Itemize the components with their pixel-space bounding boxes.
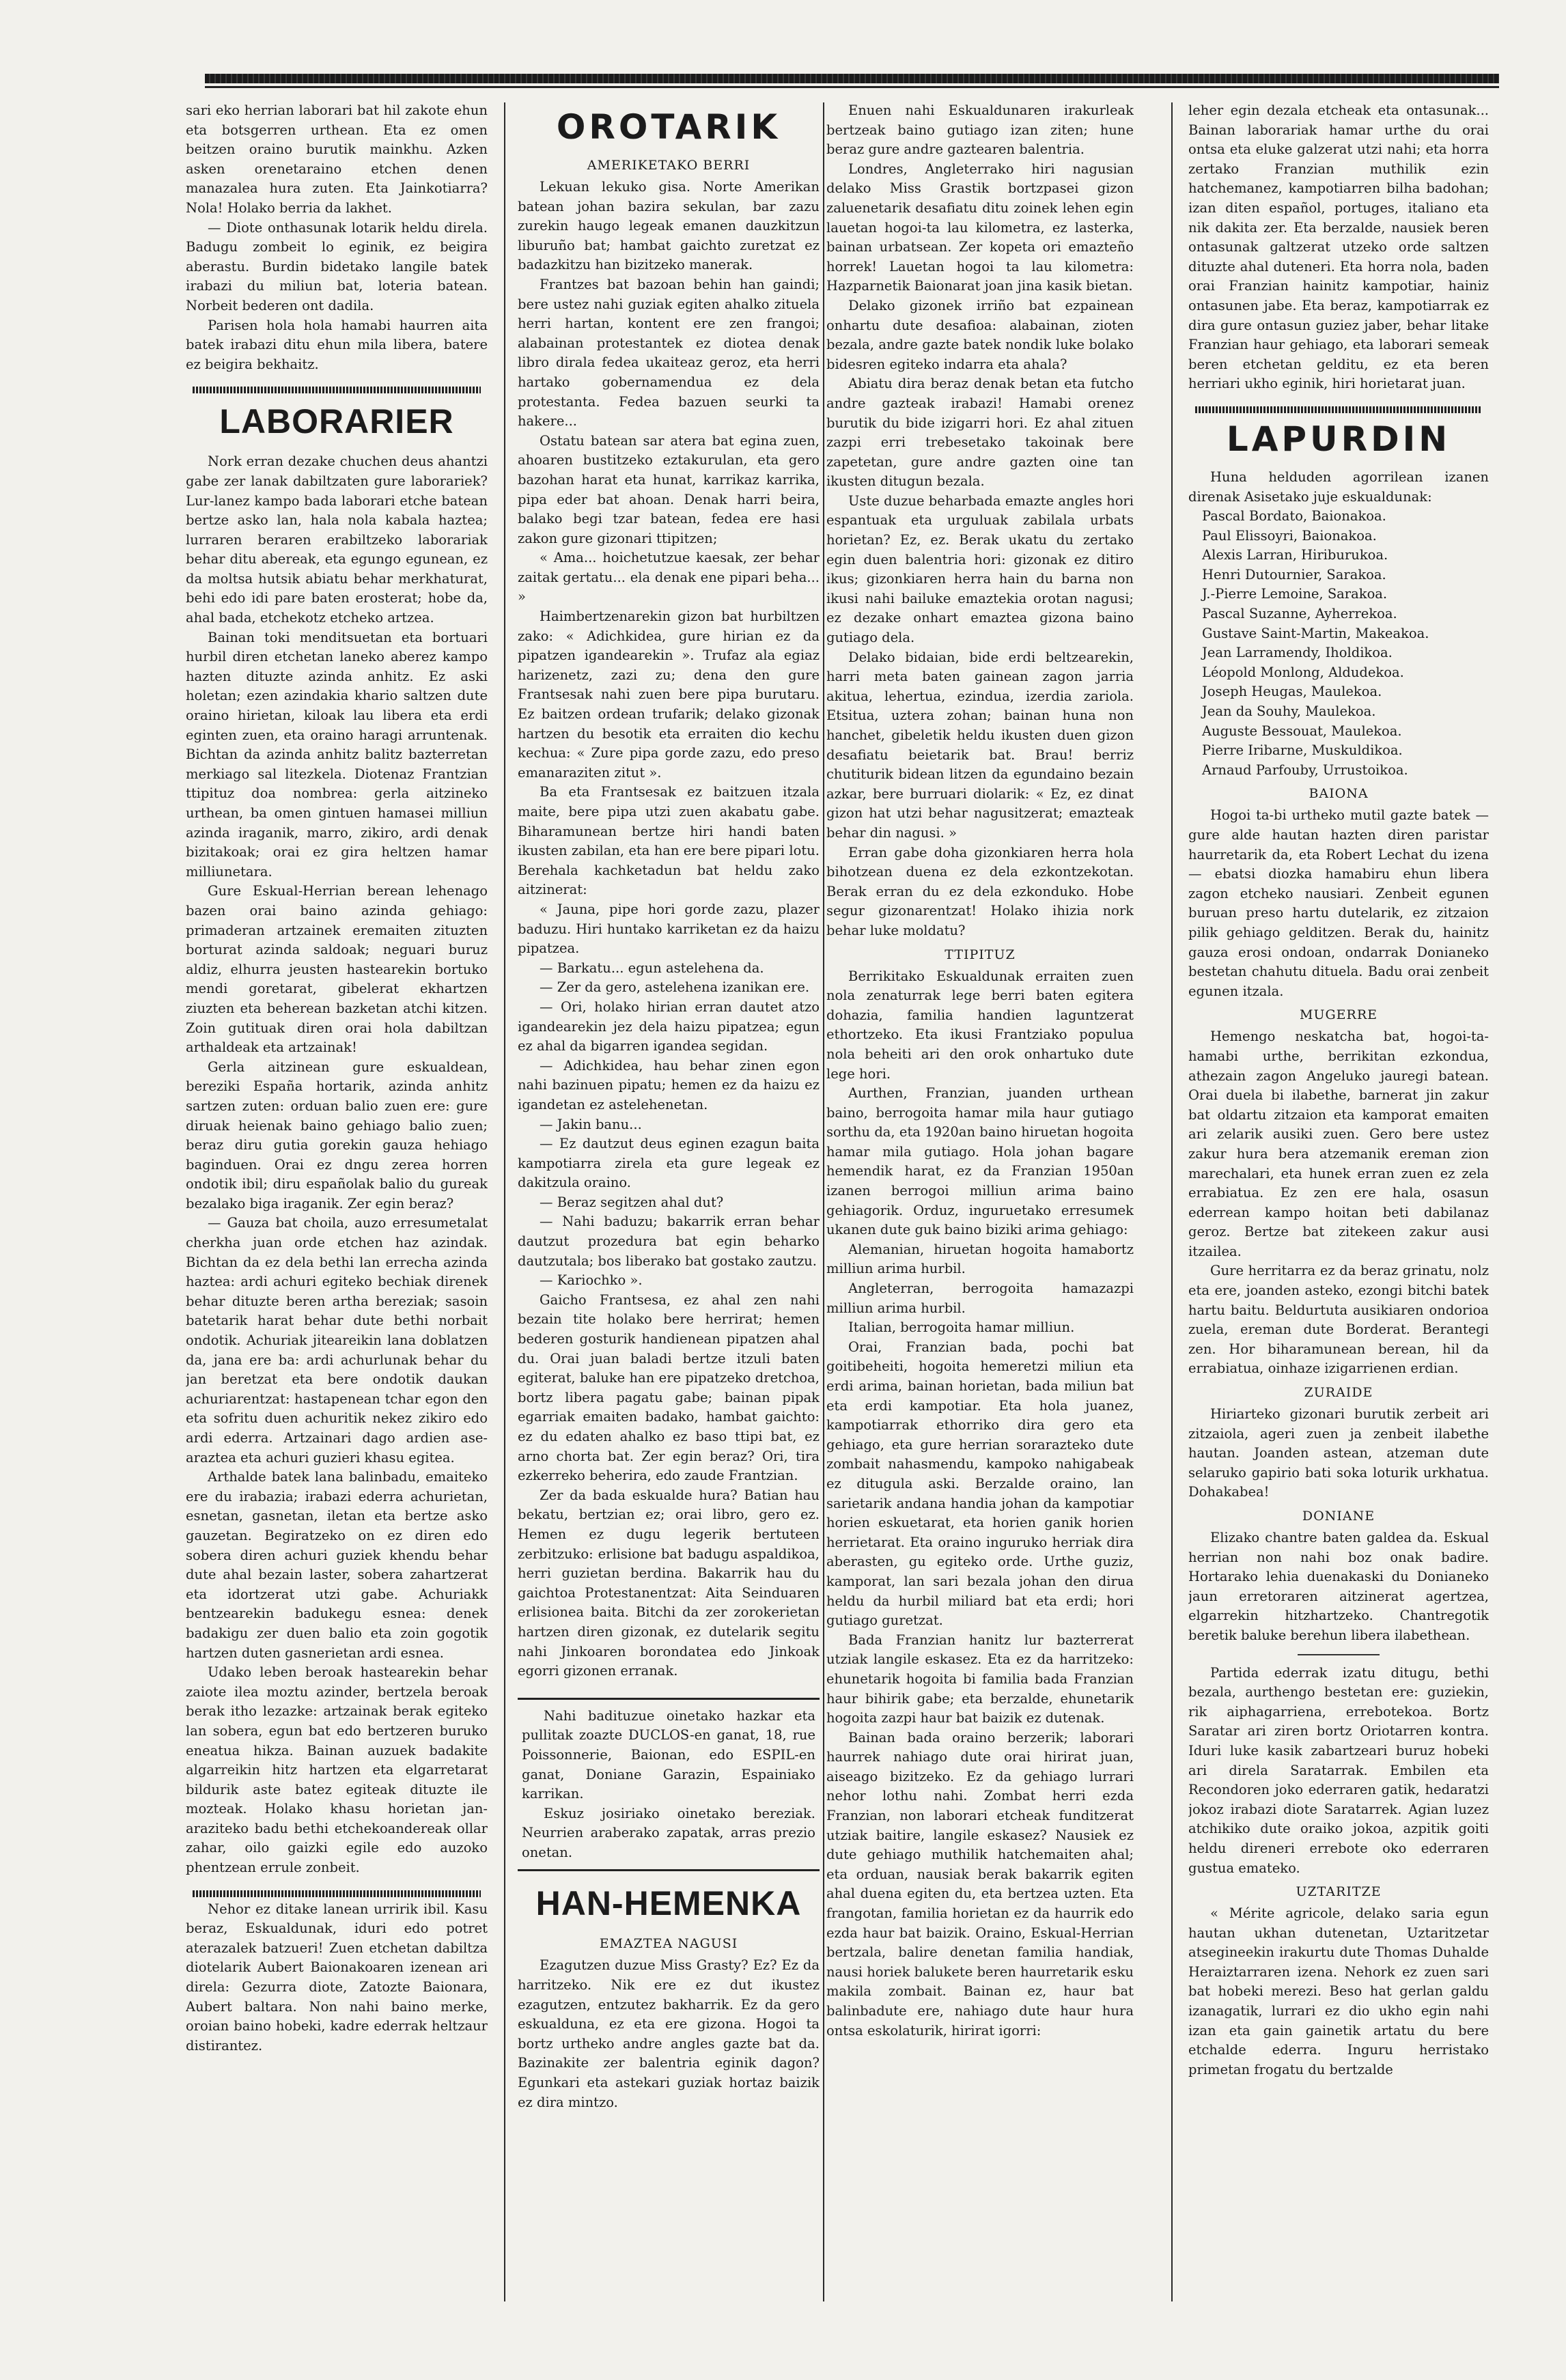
subsection-title: MUGERRE	[1300, 1007, 1378, 1023]
advertisement-box	[518, 1698, 820, 1872]
article-paragraph: Hogoi ta-bi urtheko mutil gazte batek — gure alde hautan hazten diren paristar haurretarik da, eta Robert Lechat du izena — ebatsi diozka hamabiru ehun libera zagon etcheko nausiari. Zenbeit egunen buruan preso hartu dutelarik, ez zitzaion pilik gehiago gelditzen. Berak du, hainitz gauza erosi ondoan, ondarrak Donianeko bestetan chahutu dituela. Badu orai zenbeit egunen itzala.	[1188, 807, 1489, 999]
article-paragraph: Erran gabe doha gizonkiaren herra hola bihotzean duena ez dela ezkontzekotan. Berak erran du ez dela ezkonduko. Hobe segur gizonarentzat! Holako ihizia nork behar luke moldatu?	[826, 844, 1134, 938]
article-paragraph: Italian, berrogoita hamar milliun.	[848, 1319, 1075, 1336]
list-item: Gustave Saint-Martin, Makeakoa.	[1202, 625, 1429, 641]
article-paragraph: Ostatu batean sar atera bat egina zuen, ahoaren bustitzeko eztakurulan, eta gero bazohan harat eta hunat, karrikaz karrika, pipa eder bat ahoan. Denak harri beira, balako begi tzar batean, fedea ere hasi zakon gure gizonari ttipitzen;	[518, 432, 820, 546]
column-divider	[504, 102, 505, 2301]
list-item: Joseph Heugas, Maulekoa.	[1202, 684, 1382, 700]
article-paragraph: « Ama... hoichetutzue kaesak, zer behar zaitak gertatu... ela denak ene pipari beha... »	[518, 550, 820, 605]
article-paragraph: Ezagutzen duzue Miss Grasty? Ez? Ez da harritzeko. Nik ere ez dut ikustez ezagutzen, entzutez bakharrik. Ez da gero eskualduna, ez eta ere gizona. Hogoi ta bortz urtheko andre angles gazte bat da. Bazinakite zer balentria eginik dagon? Egunkari eta astekari guziak hortaz baizik ez dira mintzo.	[518, 1957, 820, 2110]
list-item: Henri Dutournier, Sarakoa.	[1202, 566, 1386, 583]
advertisement-text: Nehor ez ditake lanean urririk ibil. Kasu beraz, Eskualdunak, iduri edo potret aterazalek batzueri! Zuen etchetan dabiltza diotelarik Aubert Baionakoaren izenean ari direla: Gezurra diote, Zatozte Baionara, Aubert baltara. Non nahi baino merke, oroian baino hobeki, kadre ederrak heltzaur distirantez.	[186, 1901, 488, 2054]
article-paragraph: Orai, Franzian bada, pochi bat goitibeheiti, hogoita hemeretzi miliun eta erdi arima, bainan horietan, bada miliun bat eta erdi kampotiar. Eta hola juanez, kampotiarrak ethorriko dira gero eta gehiago, eta gure herrian sorarazteko dute zombait nahasmendu, kampoko nahigabeak ez ditugula aski. Berzalde oraino, lan sarietarik andana handia johan da kampotiar horien eskuetarat, eta horien ganik horien herrietarat. Eta oraino inguruko herriak dira aberasten, gu egiteko orde. Urthe guziz, kamporat, lan sari bezala johan den dirua heldu da hurbil miliard bat eta erdi; hori gutiago guretzat.	[826, 1339, 1134, 1629]
article-paragraph: Abiatu dira beraz denak betan eta futcho andre gazteak irabazi! Hamabi orenez burutik du bide izigarri hori. Ez ahal zituen zazpi erri trebesetako takoinak bere zapetetan, gure andre gazten oine tan ikusten ditugun bezala.	[826, 376, 1134, 490]
list-item: Alexis Larran, Hiriburukoa.	[1202, 547, 1388, 563]
list-item: Arnaud Parfouby, Urrustoikoa.	[1202, 761, 1408, 778]
subsection-title: ZURAIDE	[1304, 1385, 1373, 1401]
article-paragraph: Hemengo neskatcha bat, hogoi-ta-hamabi urthe, berrikitan ezkondua, athezain zagon Angeluko jauregi batean. Orai duela bi ilabethe, barnerat jin zakur bat oldartu zitzaion eta kamporat emaiten ari zelarik ausiki zuen. Gero bere ustez zakur hura bera atzemanik ereman zion marechalari, eta hunek erran zuen ez zela errabiatua. Ez zen ere hala, osasun ederrean kampo hoitan beti dabilanaz geroz. Bertze bat zitekeen zakur ausi itzailea.	[1188, 1028, 1489, 1259]
subsection-title: UZTARITZE	[1296, 1884, 1382, 1900]
article-paragraph: — Jakin banu...	[540, 1116, 642, 1132]
article-paragraph: Nork erran dezake chuchen deus ahantzi gabe zer lanak dabiltzaten gure laborariek? Lur-lanez kampo bada laborari etche batean bertze asko lan, hala nola kabala haztea; lurraren beraren erabiltzeko laborariak behar ditu abereak, eta egungo egunean, ez da moltsa hutsik abiatu behar merkhaturat, behi edo idi pare baten erosterat; hobe da, ahal bada, etchekotz etcheko artzea.	[186, 453, 488, 626]
article-paragraph: Elizako chantre baten galdea da. Eskual herrian non nahi boz onak badire. Hortarako lehia duenakaski du Donianeko jaun erretoraren aitzinerat agertzea, elgarrekin hitzhartzeko. Chantregotik beretik baluke berehun libera ilabethean.	[1188, 1530, 1489, 1643]
section-title-laborarier: LABORARIER	[219, 402, 454, 441]
article-paragraph: Bainan bada oraino berzerik; laborari haurrek nahiago dute orai hirirat juan, aiseago bizitzeko. Ez da gehiago lurrari nehor lothu nahi. Zombat herri ezda Franzian, non laborari etcheak funditzerat utziak baitire, langile eskasez? Nausiek ez dute gehiago muthilik hatchemaiten ahal; eta orduan, nausiak berak bakarrik egiten ahal duena egiten du, eta bertzea uzten. Eta frangotan, familia horietan ez da haurrik edo ezda haur bat baizik. Oraino, Eskual-Herrian bertzala, balire denetan familia handiak, nausi horiek balukete beren haurretarik esku makila zombait. Bainan ez, haur bat balinbadute ere, nahiago dute haur hura ontsa eskolaturik, hirirat igorri:	[826, 1729, 1134, 2039]
column-4	[1188, 101, 1489, 2300]
masthead-rule	[205, 74, 1499, 83]
article-paragraph: Uste duzue beharbada emazte angles hori espantuak eta urguluak zabilala urbats horietan? Ez, ez. Berak ukatu du zertako egin duen balentria hori: gizonak ez ditiro ikus; gizonkiaren herra hain du barna non ikusi nahi bailuke emaztekia orotan nagusi; ez dezake onhart emaztea gizona baino gutiago dela.	[826, 492, 1134, 646]
article-paragraph: Gerla aitzinean gure eskualdean, bereziki España hortarik, azinda anhitz sartzen zuten: orduan balio zuen ere: gure diruak heienak baino gehiago balio zuen; beraz diru gutia gorekin gauza hehiago baginduen. Orai ez dngu zerea horren ondotik ibil; diru españolak balio du gureak bezalako biga iraganik. Zer egin beraz?	[186, 1059, 488, 1212]
article-paragraph: Huna helduden agorrilean izanen direnak Asisetako juje eskualdunak:	[1188, 468, 1489, 505]
list-item: Léopold Monlong, Aldudekoa.	[1202, 664, 1404, 680]
article-paragraph: Alemanian, hiruetan hogoita hamabortz milliun arima hurbil.	[826, 1241, 1134, 1277]
column-1	[186, 101, 488, 2300]
article-paragraph: Berrikitako Eskualdunak erraiten zuen nola zenaturrak lege berri baten egitera dohazia, familia handien laguntzerat ethortzeko. Eta ikusi Frantziako populua nola beheiti ari den orok onhartuko dute lege hori.	[826, 968, 1134, 1082]
subsection-title: EMAZTEA NAGUSI	[599, 1936, 738, 1952]
column-divider	[1171, 102, 1173, 2301]
article-paragraph: Haimbertzenarekin gizon bat hurbiltzen zako: « Adichkidea, gure hirian ez da pipatzen igandearekin ». Trufaz ala egiaz harizenetz, zazi zu; dena den gure Frantsesak nahi zuen bere pipa burutaru. Ez baitzen ordean trufarik; delako gizonak hartzen du besotik eta erraiten dio kechu kechua: « Zure pipa gorde zazu, edo preso emanaraziten zitut ».	[518, 608, 820, 781]
article-paragraph: Parisen hola hola hamabi haurren aita batek irabazi ditu ehun mila libera, batere ez beigira bekhaitz.	[186, 317, 488, 372]
article-paragraph: — Ori, holako hirian erran dautet atzo igandearekin jez dela haizu pipatzea; egun ez ahal da bigarren igandea segidan.	[518, 998, 820, 1054]
list-item: Auguste Bessouat, Maulekoa.	[1202, 723, 1402, 739]
list-item: J.-Pierre Lemoine, Sarakoa.	[1202, 586, 1388, 602]
section-title-lapurdin: LAPURDIN	[1226, 419, 1451, 459]
article-paragraph: Gaicho Frantsesa, ez ahal zen nahi bezain tite holako bere herrirat; hemen bederen gosturik handienean pipatzen ahal du. Orai juan baladi bertze itzuli baten egiterat, baluke han ere pipatzeko dretchoa, bortz libera pagatu gabe; bainan pipak egarriak emaiten badako, hambat gaichto: ez du edaten ahalko ez baso ttipi bat, ez arno chorta bat. Zer egin beraz? Ori, tira ezkerreko beherira, edo zaude Frantzian.	[518, 1291, 820, 1484]
section-ornament	[1195, 406, 1482, 413]
subsection-title: TTIPITUZ	[945, 947, 1016, 962]
list-item: Jean da Souhy, Maulekoa.	[1202, 703, 1376, 720]
article-paragraph: — Zer da gero, astelehena izanikan ere.	[540, 979, 810, 996]
article-paragraph: Londres, Angleterrako hiri nagusian delako Miss Grastik bortzpasei gizon zaluenetarik desafiatu ditu zoinek lehen egin lauetan hogoi-ta lau kilometra, ez lasterka, bainan urbatsean. Zer kopeta ori emazteño horrek! Lauetan hogoi ta lau kilometra: Hazparnetik Baionarat joan jina kasik bietan.	[826, 160, 1134, 294]
article-paragraph: — Barkatu... egun astelehena da.	[540, 960, 764, 976]
article-paragraph: Arthalde batek lana balinbadu, emaiteko ere du irabazia; irabazi ederra achurietan, esnetan, gasnetan, iletan eta bertze asko gauzetan. Begiratzeko on ez diren edo sobera diren achuri guziek khendu behar dute ahal bezain laster, sobera zahartzerat eta idortzerat utzi gabe. Achuriakk bentzearekin badukegu esnea: denek badakigu zer duen balio eta zoin gogotik hartzen duten gasnerietan ardi esnea.	[186, 1469, 488, 1661]
article-paragraph: Udako leben beroak hastearekin behar zaiote ilea moztu azinder, bertzela beroak berak itho lezazke: artzainak berak egiteko lan sobera, egun bat edo bertzeren buruko eneatua hikza. Bainan auzuek badakite algarreikin hitz hartzen eta elgarretarat bildurik aste batez egiteak dituzte ile mozteak. Holako khasu horietan jan-araziteko badu bethi etchekoandereak ollar zahar, oilo gaizki egile edo auzoko phentzean errule zonbeit.	[186, 1664, 488, 1876]
article-paragraph: — Beraz segitzen ahal dut?	[540, 1194, 724, 1210]
advertisement-text: Nahi badituzue oinetako hazkar eta pullitak zoazte DUCLOS-en ganat, 18, rue Poissonnerie, Baionan, edo ESPIL-en ganat, Doniane Garazin, Espainiako karrikan.	[522, 1707, 815, 1802]
article-paragraph: Delako bidaian, bide erdi beltzearekin, harri meta baten gainean zagon jarria akitua, lehertua, ezindua, izerdia zariola. Etsitua, uztera zohan; bainan huna non hanchet, gibeletik heldu ikusten duen gizon desafiatu beietarik bat. Brau! berriz chutiturik bidean litzen da egundaino bezain azkar, bere burruari diolarik: « Ez, ez dinat gizon hat utzi behar nagusitzerat; emazteak behar din nagusi. »	[826, 649, 1134, 841]
article-paragraph: — Gauza bat choila, auzo erresumetalat cherkha juan orde etchen haz azindak. Bichtan da ez dela bethi lan errecha azinda haztea: ardi achuri egiteko bechiak direnek behar dituzte beren artha bereziak; sasoin batetarik harat behar dute bethi norbait ondotik. Achuriak jiteareikin lana doblatzen da, jana ere ba: ardi achurlunak behar du jan beretzat eta bere ondotik daukan achuriarentzat: hastapenean tchar egon den eta sofritu duen achuritik nekez zikiro edo ardi ederra. Artzainari dago ardien ase-araztea eta achuri guzieri khasu egitea.	[186, 1215, 488, 1466]
article-paragraph: Gure Eskual-Herrian berean lehenago bazen orai baino azinda gehiago: primaderan artzainek eremaiten zituzten borturat azinda saldoak; neguari buruz aldiz, elhurra jeusten hastearekin bortuko mendi goretarat, gibelerat ekhartzen ziuzten eta beherean bazketan atchi kitzen. Zoin gutituak diren orai hola dabiltzan arthaldeak eta artzainak!	[186, 883, 488, 1056]
section-title-orotarik: OROTARIK	[556, 107, 781, 147]
article-paragraph: Aurthen, Franzian, juanden urthean baino, berrogoita hamar mila haur gutiago sorthu da, eta 1920an baino hiruetan hogoita hamar mila gutiago. Hola johan bagare hemendik harat, ez da Franzian 1950an izanen berrogoi milliun arima baino gehiagorik. Orduz, inguruetako erresumek ukanen dute guk baino biziki arima gehiago:	[826, 1085, 1134, 1238]
article-paragraph: Hiriarteko gizonari burutik zerbeit ari zitzaiola, ageri zuen ja zenbeit ilabethe hautan. Joanden astean, atzeman dute selaruko gapirio bati soka loturik urkhatua. Dohakabea!	[1188, 1406, 1489, 1500]
column-divider	[823, 102, 824, 2301]
article-paragraph: — Adichkidea, hau behar zinen egon nahi bazinuen pipatu; hemen ez da haizu ez igandetan ez astelehenetan.	[518, 1057, 820, 1112]
subsection-title: AMERIKETAKO BERRI	[587, 158, 751, 173]
section-ornament	[193, 387, 481, 393]
article-paragraph: Angleterran, berrogoita hamazazpi milliun arima hurbil.	[826, 1280, 1134, 1316]
article-paragraph: « Jauna, pipe hori gorde zazu, plazer baduzu. Hiri huntako karriketan ez da haizu pipatzea.	[518, 901, 820, 957]
section-ornament	[193, 1890, 481, 1897]
article-paragraph: Lekuan lekuko gisa. Norte Amerikan batean johan bazira sekulan, bar zazu zurekin haugo legeak emanen dauzkitzun liburuño bat; hambat gaichto zuretzat ez badazkitzu han bizitzeko manerak.	[518, 179, 820, 273]
list-item: Pascal Bordato, Baionakoa.	[1202, 508, 1386, 524]
advertisement-text: Eskuz josiriako oinetako bereziak. Neurrien araberako zapatak, arras prezio onetan.	[522, 1805, 815, 1860]
subsection-title: BAIONA	[1309, 786, 1369, 802]
article-paragraph: — Kariochko ».	[540, 1272, 643, 1289]
article-paragraph: Ba eta Frantsesak ez baitzuen itzala maite, bere pipa utzi zuen akabatu gabe. Biharamunean bertze hiri handi baten ikusten zabilan, eta han ere bere pipari lotu. Berehala kachketadun bat heldu zako aitzinerat:	[518, 784, 820, 898]
article-paragraph: Gure herritarra ez da beraz grinatu, nolz eta ere, joanden asteko, ezongi bitchi batek hartu baitu. Beldurtuta ausikiaren ondorioa zuela, ereman dute Borderat. Berantegi zen. Hor biharamunean berean, hil da errabiatua, oinhaze izigarrienen erdian.	[1188, 1263, 1489, 1377]
column-2	[518, 101, 820, 2300]
article-paragraph: Enuen nahi Eskualdunaren irakurleak bertzeak baino gutiago izan ziten; hune beraz gure andre gaztearen balentria.	[826, 102, 1134, 158]
article-paragraph: sari eko herrian laborari bat hil zakote ehun eta botsgerren urthean. Eta ez omen beitzen oraino burutik mainkhu. Azken asken orenetaraino etchen denen manazalea hura zuten. Eta Jainkotiarra? Nola! Holako berria da lakhet.	[186, 102, 488, 216]
list-item: Jean Larramendy, Iholdikoa.	[1202, 645, 1393, 661]
section-title-hanhemenka: HAN-HEMENKA	[535, 1884, 802, 1923]
article-paragraph: Bainan toki menditsuetan eta bortuari hurbil diren etchetan laneko aberez kampo hazten dituzte azinda anhitz. Ez aski holetan; ezen azindakia khario saltzen dute oraino hirietan, kiloak lau libera eta erdi eginten zuen, eta oraino haragi arruntenak. Bichtan da azinda anhitz balitz bazterretan merkiago sal litezkela. Diotenaz Frantzian ttipituz doa nombrea: gerla aitzineko urthean, ba omen gintuen hamasei milliun azinda iraganik, marro, zikiro, ardi denak bizitakoak; orai ez gira heltzen hamar milliunetara.	[186, 629, 488, 880]
list-item: Pascal Suzanne, Ayherrekoa.	[1202, 606, 1397, 622]
article-paragraph: — Ez dautzut deus eginen ezagun baita kampotiarra zirela eta gure legeak ez dakitzula oraino.	[518, 1136, 820, 1191]
article-paragraph: « Mérite agricole, delako saria egun hautan ukhan dutenetan, Uztaritzetar atsegineekin irakurtu dute Thomas Duhalde Heraiztarraren izena. Nehork ez zuen sari bat hobeki merezi. Beso hat gerlan galdu izanagatik, lurrari ez dio ukho egin nahi izan eta gain gainetik artatu du bere etchalde ederra. Inguru herristako primetan frogatu du bertzalde	[1188, 1905, 1489, 2077]
article-paragraph: Delako gizonek irriño bat ezpainean onhartu dute desafioa: alabainan, zioten bezala, andre gazte batek nondik luke bolako bidesren egiteko indarra eta ahala?	[826, 297, 1134, 372]
article-paragraph: Partida ederrak izatu ditugu, bethi bezala, aurthengo bestetan ere: guziekin, rik aiphagarriena, errebotekoa. Bortz Saratar ari ziren bortz Oriotarren kontra. Iduri luke kasik zabartzeari buruz hobeki ari direla Saratarrak. Embilen eta Recondoren joko ederraren gatik, hedaratzi jokoz irabazi diote Saratarrek. Agian luzez atchikiko dute oraiko jokoa, azpitik goiti heldu direneri errebote oko ederraren gustua emateko.	[1188, 1664, 1489, 1876]
article-paragraph: — Nahi baduzu; bakarrik erran behar dautzut prozedura bat egin beharko dautzutala; bos liberako bat gostako zautzu.	[518, 1214, 820, 1269]
list-item: Paul Elissoyri, Baionakoa.	[1202, 527, 1377, 544]
list-item: Pierre Iribarne, Muskuldikoa.	[1202, 742, 1403, 759]
article-paragraph: Zer da bada eskualde hura? Batian hau bekatu, bertzian ez; orai libro, gero ez. Hemen ez dugu legerik bertuteen zerbitzuko: erlisione bat badugu aspaldikoa, herri guzietan berdina. Bakarrik hau du gaichtoa Protestanentzat: Aita Seinduaren erlisionea baita. Bitchi da zer zorokerietan hartzen diren gizonak, ez dutelarik segitu nahi Jinkoaren borondatea edo Jinkoak egorri gizonen erranak.	[518, 1487, 820, 1679]
masthead-thin-rule	[205, 86, 1499, 88]
subsection-title: DONIANE	[1302, 1509, 1375, 1524]
article-paragraph: — Diote onthasunak lotarik heldu direla. Badugu zombeit lo eginik, ez beigira aberastu. Burdin bidetako langile batek irabazi du miliun bat, loteria batean. Norbeit bederen ont dadila.	[186, 219, 488, 313]
article-paragraph: leher egin dezala etcheak eta ontasunak... Bainan laborariak hamar urthe du orai ontsa eta eluke galzerat utzi nahi; eta horra zertako Franzian muthilik ezin hatchemanez, kampotiarren bilha badohan; izan diten español, portuges, italiano eta nik dakita zer. Eta berzalde, nausiek beren ontasunak galtzerat utzeko orde saltzen dituzte ahal duteneri. Eta horra nola, baden orai Franzian hainitz kampotiar, hainiz ontasunen jabe. Eta beraz, kampotiarrak ez dira gure ontasun guziez jaber, behar litake Franzian haur gehiago, eta laborari semeak beren etchetan gelditu, ez eta beren herriari ukho eginik, hiri horietarat juan.	[1188, 102, 1489, 392]
separator-rule	[1298, 1654, 1380, 1655]
column-3	[826, 101, 1134, 2300]
article-paragraph: Bada Franzian hanitz lur bazterrerat utziak langile eskasez. Eta ez da harritzeko: ehunetarik hogoita bi familia bada Franzian haur bihirik gabe; eta berzalde, ehunetarik hogoita zazpi haur bat baizik ez dutenak.	[826, 1632, 1134, 1726]
article-paragraph: Frantzes bat bazoan behin han gaindi; bere ustez nahi guziak egiten ahalko zituela herri hartan, kontent ere zen frangoi; alabainan protestantek ez diotea denak libro dirala fedea ukaiteaz geroz, eta herri hartako gobernamendua ez dela protestanta. Fedea bazuen seurki ta hakere...	[518, 276, 820, 430]
